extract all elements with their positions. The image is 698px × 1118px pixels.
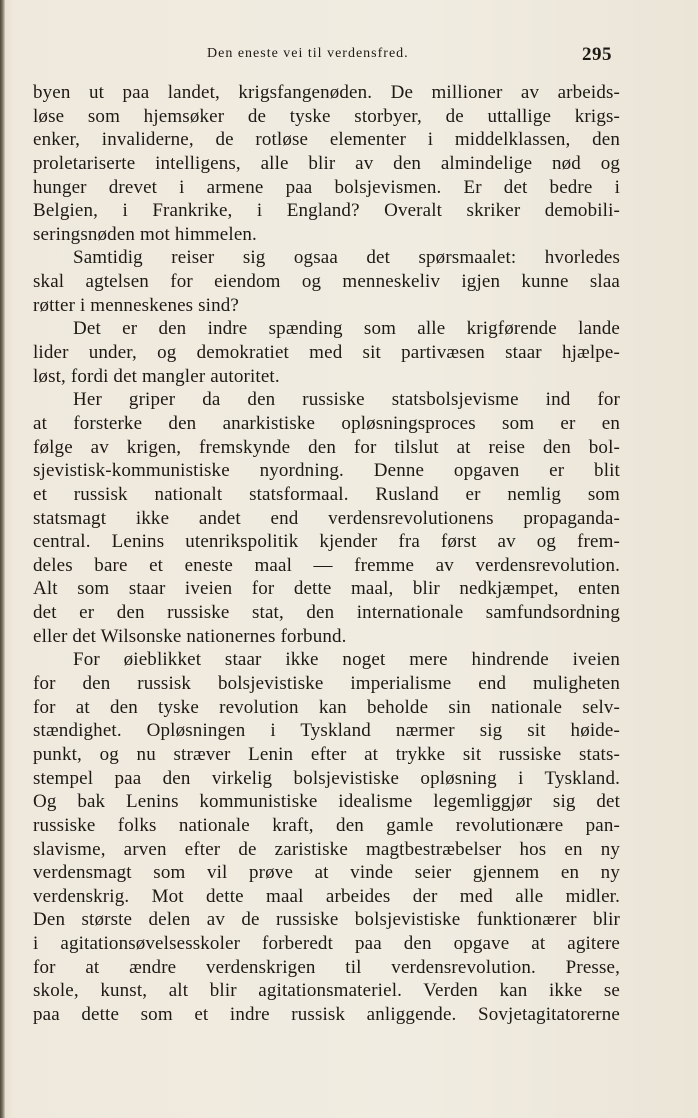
text-line: det er den russiske stat, den internationale samfundsordning	[33, 602, 620, 624]
text-line: Og bak Lenins kommunistiske idealisme legemliggjør sig det	[33, 791, 620, 813]
text-line: verdenskrig. Mot dette maal arbeides der med alle midler.	[33, 885, 620, 907]
binding-edge	[0, 0, 5, 1118]
text-line: løst, fordi det mangler autoritet.	[33, 365, 280, 387]
text-line: byen ut paa landet, krigsfangenøden. De millioner av arbeids-	[33, 82, 620, 103]
text-line: central. Lenins utenrikspolitik kjender fra først av og frem-	[33, 531, 620, 553]
text-line: russiske folks nationale kraft, den gamle revolutionære pan-	[33, 814, 620, 836]
text-line: stempel paa den virkelig bolsjevistiske opløsning i Tyskland.	[33, 767, 620, 789]
text-line: løse som hjemsøker de tyske storbyer, de uttallige krigs-	[33, 105, 620, 127]
text-line: Alt som staar iveien for dette maal, blir nedkjæmpet, enten	[33, 578, 620, 600]
text-line: Samtidig reiser sig ogsaa det spørsmaalet: hvorledes	[73, 247, 620, 269]
text-line: hunger drevet i armene paa bolsjevismen. Er det bedre i	[33, 176, 620, 198]
text-line: sjevistisk-kommunistiske nyordning. Denne opgaven er blit	[33, 460, 620, 482]
text-line: statsmagt ikke andet end verdensrevolutionens propaganda-	[33, 507, 620, 529]
text-line: at forsterke den anarkistiske opløsningsproces som er en	[33, 412, 620, 434]
text-line: punkt, og nu stræver Lenin efter at trykke sit russiske stats-	[33, 743, 620, 765]
text-line: et russisk nationalt statsformaal. Rusland er nemlig som	[33, 483, 620, 505]
text-line: paa dette som et indre russisk anliggende. Sovjetagitatorerne	[33, 1003, 620, 1025]
text-line: Belgien, i Frankrike, i England? Overalt skriker demobili-	[33, 200, 620, 222]
running-title: Den eneste vei til verdensfred.	[207, 46, 409, 61]
text-line: verdensmagt som vil prøve at vinde seier gjennem en ny	[33, 862, 620, 884]
text-line: Her griper da den russiske statsbolsjevisme ind for	[73, 389, 620, 411]
text-line: Den største delen av de russiske bolsjevistiske funktionærer blir	[33, 909, 620, 931]
text-line: seringsnøden mot himmelen.	[33, 223, 257, 245]
text-line: eller det Wilsonske nationernes forbund.	[33, 625, 347, 647]
text-line: proletariserte intelligens, alle blir av den almindelige nød og	[33, 152, 620, 174]
text-line: enker, invaliderne, de rotløse elementer i middelklassen, den	[33, 129, 620, 151]
text-line: Det er den indre spænding som alle krigførende lande	[73, 318, 620, 340]
text-line: for at den tyske revolution kan beholde sin nationale selv-	[33, 696, 620, 718]
text-line: For øieblikket staar ikke noget mere hindrende iveien	[73, 649, 620, 671]
text-line: følge av krigen, fremskynde den for tilslut at reise den bol-	[33, 436, 620, 458]
text-line: lider under, og demokratiet med sit partivæsen staar hjælpe-	[33, 342, 620, 364]
text-line: deles bare et eneste maal — fremme av verdensrevolution.	[33, 554, 620, 576]
text-line: stændighet. Opløsningen i Tyskland nærmer sig sit høide-	[33, 720, 620, 742]
text-line: skole, kunst, alt blir agitationsmateriel. Verden kan ikke se	[33, 980, 620, 1002]
page-number: 295	[582, 44, 612, 65]
running-header	[32, 44, 612, 66]
text-line: for at ændre verdenskrigen til verdensrevolution. Presse,	[33, 956, 620, 978]
text-line: slavisme, arven efter de zaristiske magtbestræbelser hos en ny	[33, 838, 620, 860]
text-line: røtter i menneskenes sind?	[33, 294, 239, 316]
body-text	[33, 81, 620, 1027]
text-line: skal agtelsen for eiendom og menneskeliv igjen kunne slaa	[33, 271, 620, 293]
text-line: i agitationsøvelsesskoler forberedt paa den opgave at agitere	[33, 933, 620, 955]
text-line: for den russisk bolsjevistiske imperialisme end muligheten	[33, 673, 620, 695]
